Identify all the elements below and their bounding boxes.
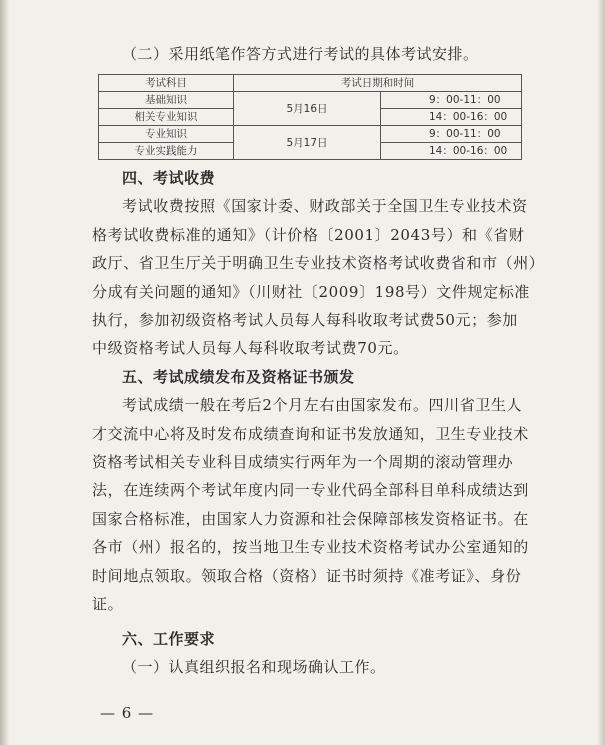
table-header-row <box>99 75 522 92</box>
paragraph-line: 时间地点领取。领取合格（资格）证书时须持《准考证》、身份 <box>92 566 522 585</box>
paragraph-line: 各市（州）报名的，按当地卫生专业技术资格考试办公室通知的 <box>92 538 529 557</box>
exam-schedule-table <box>98 74 522 160</box>
paragraph-line: 政厅、省卫生厅关于明确卫生专业技术资格考试收费省和市（州） <box>92 254 545 273</box>
paragraph-line: 国家合格标准，由国家人力资源和社会保障部核发资格证书。在 <box>92 509 529 528</box>
paragraph-line: 分成有关问题的通知》（川财社〔2009〕198号）文件规定标准 <box>92 282 530 301</box>
time-cell: 9：00-11：00 <box>381 92 522 109</box>
paragraph-line: 才交流中心将及时发布成绩查询和证书发放通知，卫生专业技术 <box>92 424 529 443</box>
paragraph-line: 法，在连续两个考试年度内同一专业代码全部科目单科成绩达到 <box>92 481 529 500</box>
subject-cell: 基础知识 <box>99 92 234 109</box>
header-time: 考试日期和时间 <box>234 75 522 92</box>
table-row <box>99 92 522 109</box>
paragraph-line: 考试收费按照《国家计委、财政部关于全国卫生专业技术资 <box>122 197 528 216</box>
date-cell: 5月17日 <box>234 126 381 160</box>
time-cell: 9：00-11：00 <box>381 126 522 143</box>
document-page <box>92 40 545 681</box>
date-cell: 5月16日 <box>234 92 381 126</box>
paragraph-line: 资格考试相关专业科目成绩实行两年为一个周期的滚动管理办 <box>92 453 514 472</box>
time-cell: 14：00-16：00 <box>381 143 522 160</box>
header-subject: 考试科目 <box>99 75 234 92</box>
paragraph-line: 考试成绩一般在考后2个月左右由国家发布。四川省卫生人 <box>122 396 523 415</box>
subject-cell: 专业知识 <box>99 126 234 143</box>
subject-cell: 专业实践能力 <box>99 143 234 160</box>
paragraph-line: 证。 <box>92 595 124 614</box>
exam-arrangement-subheading: （二）采用纸笔作答方式进行考试的具体考试安排。 <box>122 45 479 63</box>
scan-edge-right <box>597 0 605 745</box>
work-requirement-item: （一）认真组织报名和现场确认工作。 <box>122 657 386 676</box>
section-heading-fees: 四、考试收费 <box>122 169 216 187</box>
paragraph-line: 格考试收费标准的通知》（计价格〔2001〕2043号）和《省财 <box>92 225 525 244</box>
section-heading-work-requirements: 六、工作要求 <box>122 629 216 648</box>
paragraph-line: 中级资格考试人员每人每科收取考试费70元。 <box>92 339 409 358</box>
paragraph-line: 执行，参加初级资格考试人员每人每科收取考试费50元；参加 <box>92 311 518 330</box>
time-cell: 14：00-16：00 <box>381 109 522 126</box>
page-number: — 6 — <box>100 704 155 722</box>
section-heading-results: 五、考试成绩发布及资格证书颁发 <box>122 367 355 386</box>
scan-edge-left <box>0 0 10 745</box>
table-row <box>99 126 522 143</box>
subject-cell: 相关专业知识 <box>99 109 234 126</box>
